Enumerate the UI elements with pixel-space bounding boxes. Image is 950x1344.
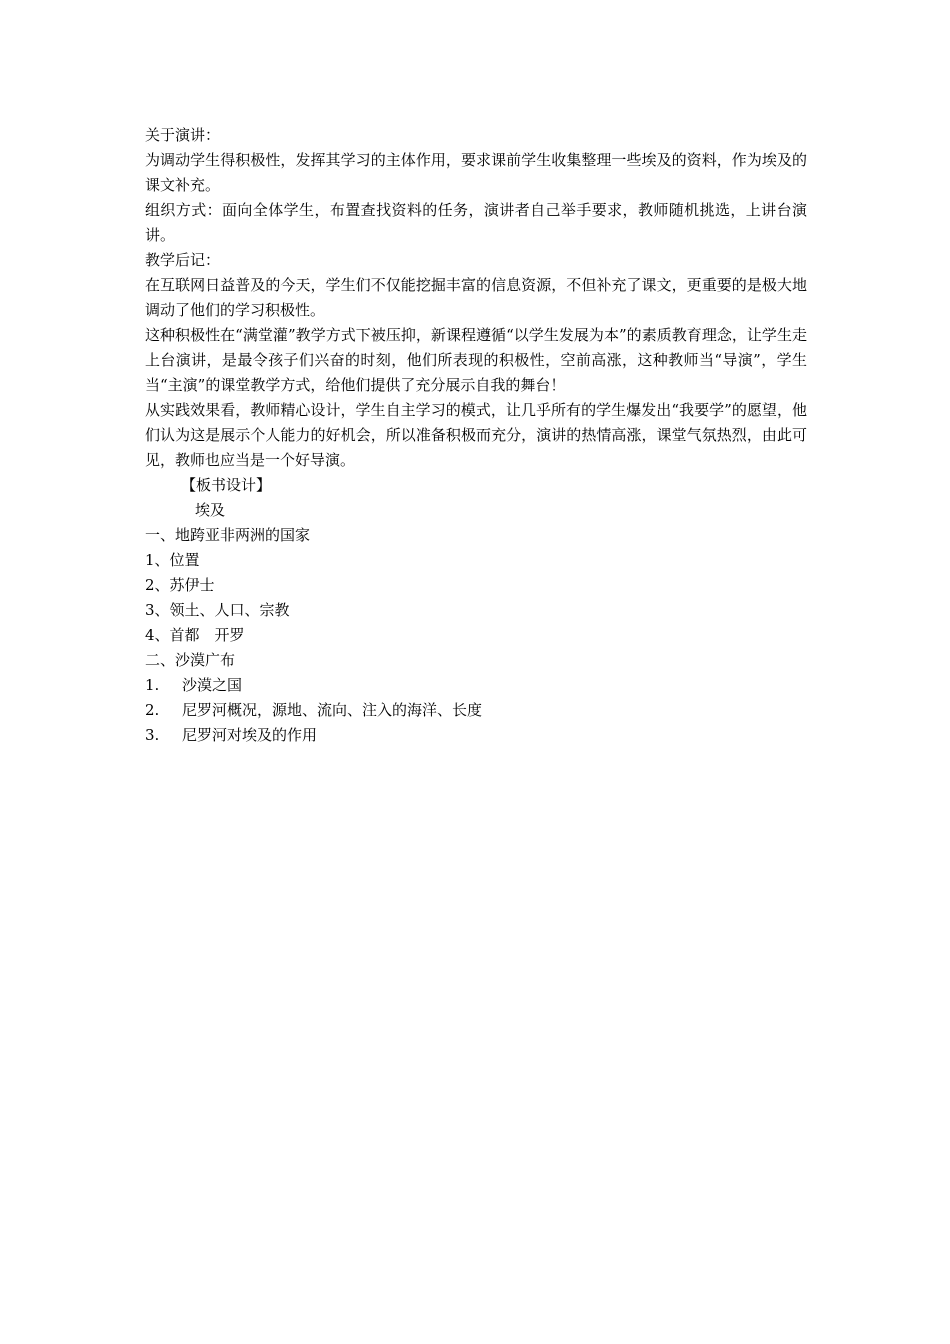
board-part2-heading: 二、沙漠广布 — [145, 651, 236, 669]
afterword-heading: 教学后记： — [145, 251, 221, 269]
list-item: 1、位置 — [145, 551, 200, 569]
list-item-text: 尼罗河对埃及的作用 — [182, 726, 318, 744]
afterword-paragraph-3: 从实践效果看，教师精心设计，学生自主学习的模式，让几乎所有的学生爆发出“我要学”的愿望，他们认为这是展示个人能力的好机会，所以准备积极而充分，演讲的热情高涨，课堂气氛热烈，由此可见，教师也应当是一个好导演。 — [145, 401, 807, 469]
list-item-number: 2. — [145, 701, 160, 719]
board-title: 埃及 — [195, 501, 226, 519]
list-item: 4、首都 开罗 — [145, 626, 245, 644]
organization-paragraph: 组织方式：面向全体学生，布置查找资料的任务，演讲者自己举手要求，教师随机挑选，上讲台演讲。 — [145, 201, 807, 244]
afterword-paragraph-1: 在互联网日益普及的今天，学生们不仅能挖掘丰富的信息资源，不但补充了课文，更重要的是极大地调动了他们的学习积极性。 — [145, 276, 807, 319]
list-item: 2、苏伊士 — [145, 576, 215, 594]
board-part1-heading: 一、地跨亚非两洲的国家 — [145, 526, 311, 544]
speech-purpose-paragraph: 为调动学生得积极性，发挥其学习的主体作用，要求课前学生收集整理一些埃及的资料，作为埃及的课文补充。 — [145, 151, 807, 194]
list-item — [145, 673, 807, 698]
list-item-text: 尼罗河概况，源地、流向、注入的海洋、长度 — [182, 701, 483, 719]
list-item — [145, 698, 807, 723]
document-body — [145, 123, 807, 748]
list-item-number: 1. — [145, 676, 160, 694]
list-item — [145, 723, 807, 748]
list-item-text: 沙漠之国 — [182, 676, 243, 694]
speech-heading: 关于演讲： — [145, 126, 221, 144]
list-item-number: 3. — [145, 726, 160, 744]
list-item: 3、领土、人口、宗教 — [145, 601, 290, 619]
afterword-paragraph-2: 这种积极性在“满堂灌”教学方式下被压抑，新课程遵循“以学生发展为本”的素质教育理念，让学生走上台演讲，是最令孩子们兴奋的时刻，他们所表现的积极性，空前高涨，这种教师当“导演”，学生当“主演”的课堂教学方式，给他们提供了充分展示自我的舞台！ — [145, 326, 807, 394]
board-design-heading: 【板书设计】 — [181, 476, 272, 494]
